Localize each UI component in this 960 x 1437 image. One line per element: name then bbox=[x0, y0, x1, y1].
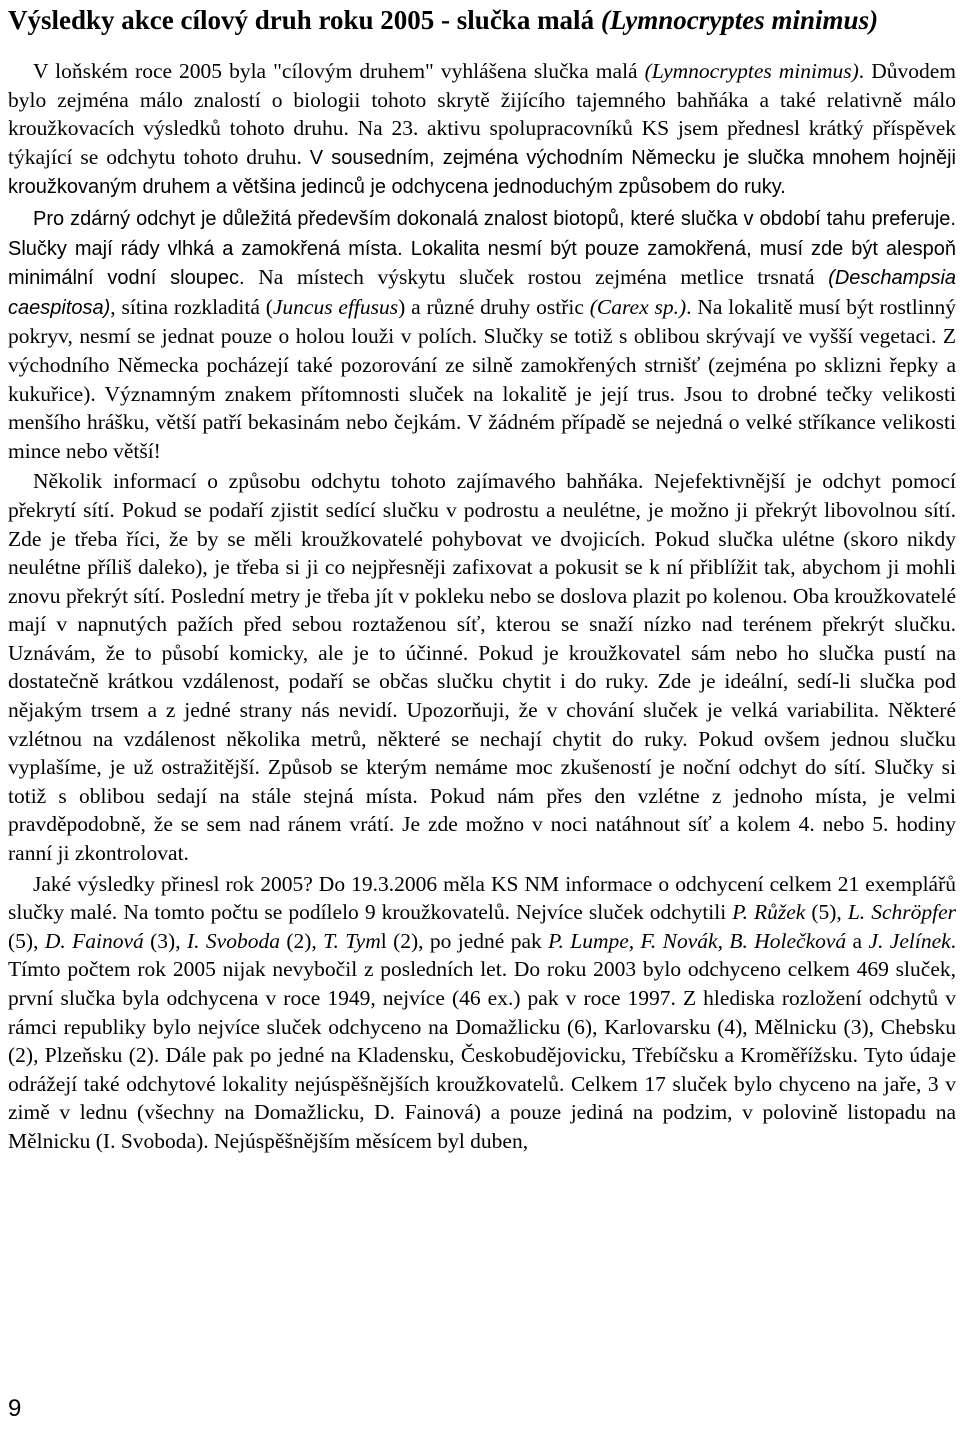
text-run: D. Fainová bbox=[44, 928, 144, 953]
text-run: (3), bbox=[143, 928, 187, 953]
text-run: ) a různé druhy ostřic bbox=[398, 294, 590, 319]
text-run: Několik informací o způsobu odchytu tohoto zajímavého bahňáka. Nejefektivnější je odchyt pomocí překrytí sítí. Pokud se podaří zjistit sedící slučku v podrostu a neulétne, je možno ji překrýt libovolnou sítí. Zde je třeba říci, že by se měli kroužkovatelé pohybovat ve dvojicích. Pokud slučka ulétne (skoro nikdy neulétne příliš daleko), je třeba si ji co nejpřesněji zafixovat a pokusit se k ní přiblížit tak, abychom ji mohli znovu překrýt sítí. Poslední metry je třeba jít v pokleku nebo se doslova plazit po kolenou. Oba kroužkovatelé mají v napnutých pažích před sebou roztaženou síť, kterou se snaží nízko nad terénem překrýt slučku. Uznávám, že to působí komicky, ale je to účinné. Pokud je kroužkovatel sám nebo ho slučka pustí na dostatečně krátkou vzdálenost, podaří se občas slučku chytit i do ruky. Zde je ideální, sedí-li slučka pod nějakým trsem a z jedné strany nás nevidí. Upozorňuji, že v chování sluček je velká variabilita. Některé vzlétnou na vzdálenost několika metrů, některé se nechají chytit do ruky. Pokud ovšem jednou slučku vyplašíme, je už ostražitější. Způsob se kterým nemáme moc zkušeností je noční odchyt do sítí. Slučky si totiž s oblibou sedají na stále stejná místa. Pokud nám přes den vzlétne z jednoho místa, je velmi pravděpodobně, že se sem nad ránem vrátí. Je zde možno v noci natáhnout síť a kolem 4. nebo 5. hodiny ranní ji zkontrolovat. bbox=[8, 469, 956, 866]
text-run: . Tímto počtem rok 2005 nijak nevybočil z posledních let. Do roku 2003 bylo odchyceno celkem 469 sluček, první slučka byla odchycena v roce 1949, nejvíce (46 ex.) pak v roce 1997. Z hlediska rozložení odchytů v rámci republiky bylo nejvíce sluček odchyceno na Domažlicku (6), Karlovarsku (4), Mělnicku (3), Chebsku (2), Plzeňsku (2). Dále pak po jedné na Kladensku, Českobudějovicku, Třebíčsku a Kroměřížsku. Tyto údaje odrážejí také odchytové lokality nejúspěšnějších kroužkovatelů. Celkem 17 sluček bylo chyceno na jaře, 3 v zimě v lednu (všechny na Domažlicku, D. Fainová) a pouze jediná na podzim, v polovině listopadu na Mělnicku (I. Svoboda). Nejúspěšnějším měsícem byl duben, bbox=[8, 928, 957, 1153]
text-run: I. Svoboda bbox=[186, 928, 280, 953]
text-run: L. Schröpfer bbox=[847, 900, 956, 925]
text-run: , sítina rozkladitá ( bbox=[110, 294, 273, 319]
paragraph bbox=[8, 57, 956, 202]
text-run: Jaké výsledky přinesl rok 2005? Do 19.3.2006 měla KS NM informace o odchycení celkem 21 exemplářů slučky malé. Na tomto počtu se podílelo 9 kroužkovatelů. Nejvíce sluček odchytili bbox=[8, 871, 956, 925]
text-run: (5), bbox=[8, 928, 45, 953]
text-run: P. Růžek bbox=[732, 900, 806, 925]
text-run: l (2), po jedné pak bbox=[380, 928, 549, 953]
title-main: Výsledky akce cílový druh roku 2005 - slučka malá bbox=[8, 5, 595, 35]
text-run: (Deschampsia caespitosa) bbox=[8, 267, 957, 319]
paragraph bbox=[8, 870, 956, 1156]
text-run: V loňském roce 2005 byla "cílovým druhem" vyhlášena slučka malá bbox=[33, 59, 645, 83]
paragraph bbox=[8, 467, 956, 867]
text-run: J. Jelínek bbox=[868, 928, 951, 953]
text-run: . Na lokalitě musí být rostlinný pokryv, nesmí se jednat pouze o holou louži v polích. Slučky se totiž s oblibou skrývají ve vyšší vegetaci. Z východního Německa pocházejí také pozorování ze silně zamokřených strnišť (zejména po sklizni řepky a kukuřice). Významným znakem přítomnosti sluček na lokalitě je její trus. Jsou to drobné tečky velikosti menšího hrášku, větší patří bekasinám nebo čejkám. V žádném případě se nejedná o velké stříkance velikosti mince nebo větší! bbox=[8, 294, 956, 463]
text-run: Juncus effusus bbox=[272, 294, 399, 319]
article-title bbox=[8, 4, 956, 37]
text-run: . Důvodem bylo zejména málo znalostí o biologii tohoto skrytě žijícího tajemného bahňáka a také relativně málo kroužkovacích výsledků tohoto druhu. Na 23. aktivu spolupracovníků KS jsem přednesl krátký příspěvek týkající se odchytu tohoto druhu. bbox=[8, 59, 956, 169]
document-page bbox=[8, 4, 956, 1156]
article-body bbox=[8, 57, 956, 1156]
paragraph bbox=[8, 204, 956, 465]
text-run: Na místech výskytu sluček rostou zejména metlice trsnatá bbox=[244, 265, 829, 290]
text-run: (Carex sp.) bbox=[589, 294, 687, 319]
text-run: V sousedním, zejména východním Německu je slučka mnohem hojněji kroužkovaným druhem a většina jedinců je odchycena jednoduchým způsobem do ruky. bbox=[8, 146, 956, 199]
text-run: P. Lumpe, F. Novák, B. Holečková bbox=[548, 928, 847, 953]
text-run: T. Tym bbox=[323, 928, 381, 953]
text-run: Pro zdárný odchyt je důležitá především dokonalá znalost biotopů, které slučka v období tahu preferuje. Slučky mají rády vlhká a zamokřená místa. Lokalita nesmí být pouze zamokřená, musí zde být alespoň minimální vodní sloupec. bbox=[8, 207, 956, 290]
title-latin-name: (Lymnocryptes minimus) bbox=[600, 5, 879, 35]
page-number: 9 bbox=[8, 1395, 22, 1422]
text-run: (2), bbox=[279, 928, 324, 953]
text-run: (5), bbox=[805, 900, 848, 925]
text-run: a bbox=[846, 928, 869, 953]
text-run: (Lymnocryptes minimus) bbox=[644, 59, 859, 83]
